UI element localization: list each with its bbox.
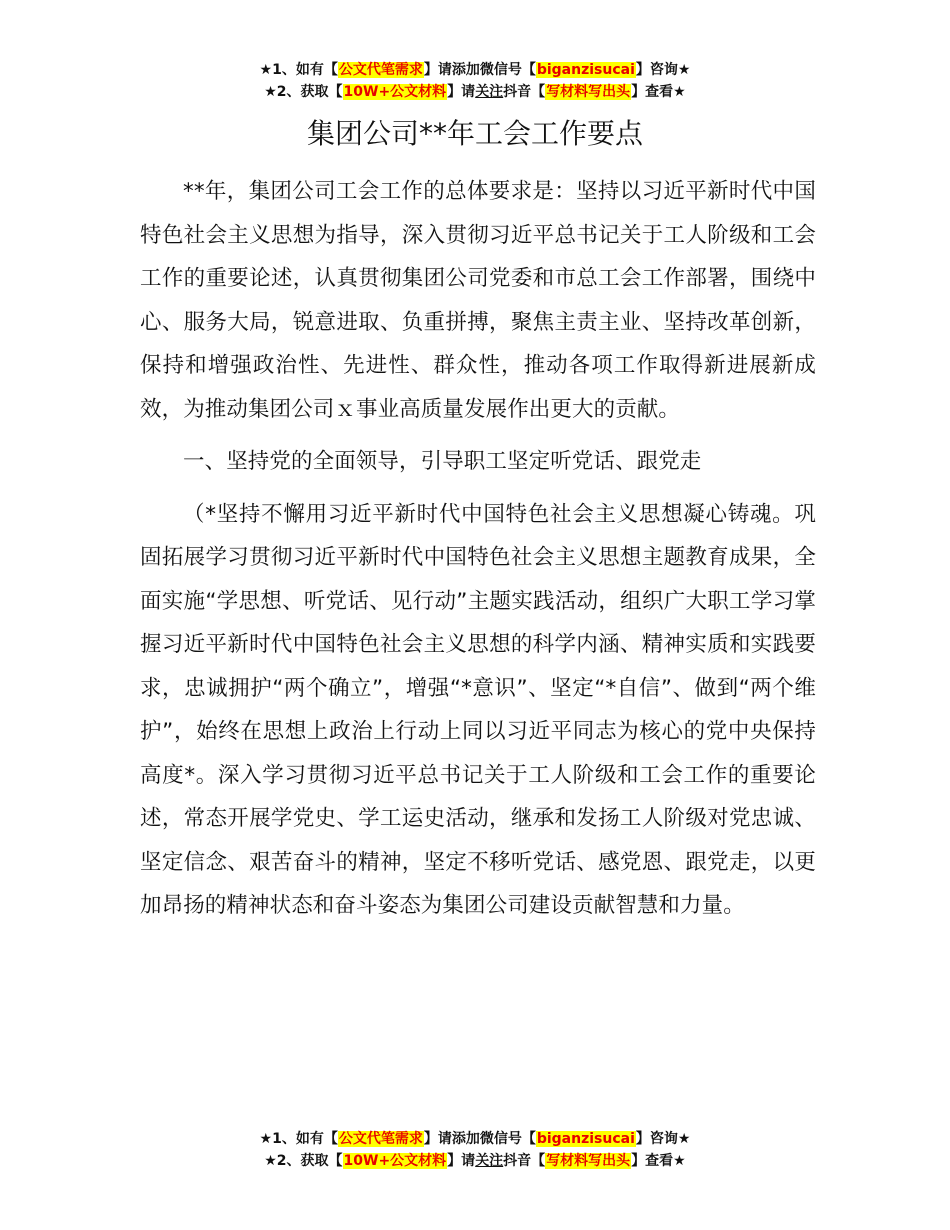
banner-text: 抖音【 [503, 1153, 546, 1169]
banner-text: 】查看★ [631, 84, 686, 100]
highlight-wechat-id: biganzisucai [536, 1131, 635, 1147]
emphasis-add: 添加 [451, 62, 480, 78]
footer-banner [0, 1128, 950, 1172]
banner-text: 】咨询★ [635, 62, 691, 78]
section-heading: 一、坚持党的全面领导，引导职工坚定听党话、跟党走 [183, 449, 702, 474]
banner-text: 】查看★ [631, 1153, 686, 1169]
highlight-materials: 10W+公文材料 [343, 84, 447, 100]
document-title: 集团公司**年工会工作要点 [306, 117, 643, 150]
highlight-service: 公文代笔需求 [338, 1131, 423, 1147]
banner-text: 抖音【 [503, 84, 546, 100]
banner-text: ★1、如有【 [259, 1131, 338, 1147]
banner-text: 】请 [447, 84, 476, 100]
intro-paragraph: **年，集团公司工会工作的总体要求是：坚持以习近平新时代中国特色社会主义思想为指导，深入贯彻习近平总书记关于工人阶级和工会工作的重要论述，认真贯彻集团公司党委和市总工会工作部署，围绕中心、服务大局，锐意进取、负重拼搏，聚焦主责主业、坚持改革创新，保持和增强政治性、先进性、群众性，推动各项工作取得新进展新成效，为推动集团公司ｘ事业高质量发展作出更大的贡献。 [140, 179, 816, 422]
emphasis-add: 添加 [451, 1131, 480, 1147]
highlight-wechat-id: biganzisucai [536, 62, 635, 78]
banner-line-1 [0, 59, 950, 81]
banner-text: ★1、如有【 [259, 62, 338, 78]
document-body [140, 170, 816, 928]
banner-line-2 [0, 1150, 950, 1172]
highlight-douyin-id: 写材料写出头 [546, 84, 631, 100]
banner-line-2 [0, 81, 950, 103]
highlight-materials: 10W+公文材料 [343, 1153, 447, 1169]
banner-text: 】咨询★ [635, 1131, 691, 1147]
highlight-douyin-id: 写材料写出头 [546, 1153, 631, 1169]
banner-text: 】请 [423, 62, 452, 78]
banner-line-1 [0, 1128, 950, 1150]
banner-text: 】请 [447, 1153, 476, 1169]
body-paragraph: （*坚持不懈用习近平新时代中国特色社会主义思想凝心铸魂。巩固拓展学习贯彻习近平新时代中国特色社会主义思想主题教育成果，全面实施“学思想、听党话、见行动”主题实践活动，组织广大职工学习掌握习近平新时代中国特色社会主义思想的科学内涵、精神实质和实践要求，忠诚拥护“两个确立”，增强“*意识”、坚定“*自信”、做到“两个维护”，始终在思想上政治上行动上同以习近平同志为核心的党中央保持高度*。深入学习贯彻习近平总书记关于工人阶级和工会工作的重要论述，常态开展学党史、学工运史活动，继承和发扬工人阶级对党忠诚、坚定信念、艰苦奋斗的精神，坚定不移听党话、感党恩、跟党走，以更加昂扬的精神状态和奋斗姿态为集团公司建设贡献智慧和力量。 [140, 501, 816, 918]
banner-text: 】请 [423, 1131, 452, 1147]
banner-text: 微信号【 [479, 62, 536, 78]
emphasis-follow: 关注 [475, 1153, 504, 1169]
highlight-service: 公文代笔需求 [338, 62, 423, 78]
header-banner [0, 59, 950, 103]
emphasis-follow: 关注 [475, 84, 504, 100]
banner-text: ★2、获取【 [264, 84, 343, 100]
banner-text: 微信号【 [479, 1131, 536, 1147]
banner-text: ★2、获取【 [264, 1153, 343, 1169]
